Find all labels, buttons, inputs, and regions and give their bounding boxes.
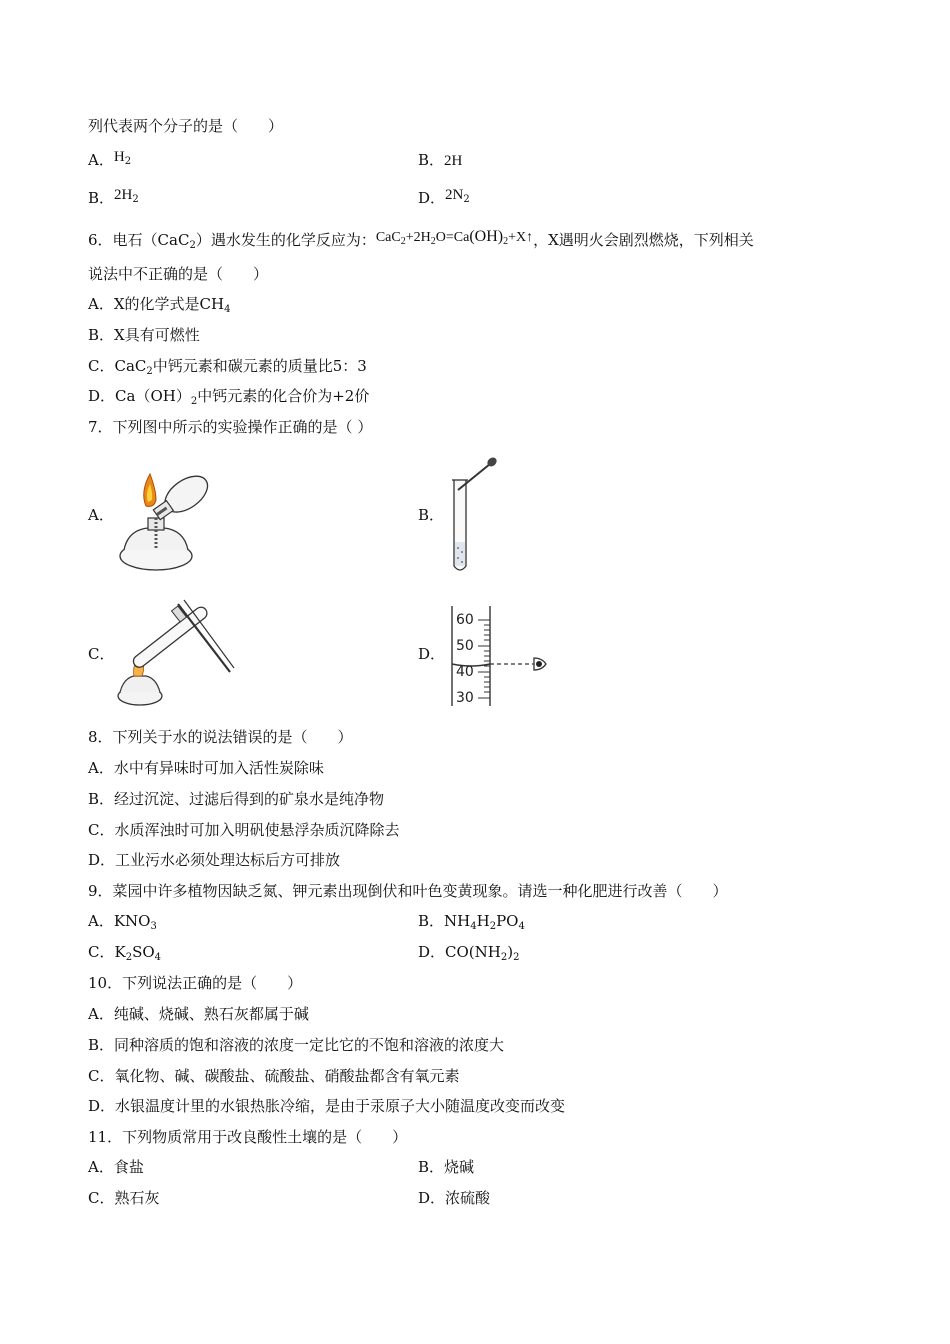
cylinder-tick-30: 30: [456, 690, 474, 706]
q10-option-a: A．纯碱、烧碱、熟石灰都属于碱: [88, 1005, 309, 1023]
q9-option-d: D．$CO(NH_2)_2$: [418, 943, 520, 963]
q7-label-b: B．: [418, 506, 445, 524]
q9-option-c: C．$K_2SO_4$: [88, 943, 162, 963]
q10-option-b: B．同种溶质的饱和溶液的浓度一定比它的不饱和溶液的浓度大: [88, 1036, 505, 1054]
q5-option-b2: B．$2H_2$: [88, 187, 139, 207]
q6-stem: 6．电石（CaC$_2$）遇水发生的化学反应为：$CaC_2+2H_2O=Ca(OH)_2+X↑$，X遇明火会剧烈燃烧，下列相关: [88, 228, 754, 251]
q8-option-d: D．工业污水必须处理达标后方可排放: [88, 851, 341, 869]
q7-stem: 7．下列图中所示的实验操作正确的是（ ）: [88, 418, 373, 436]
q6-option-a: A．X的化学式是$CH_4$: [88, 295, 231, 315]
q11-option-b: B．烧碱: [418, 1158, 475, 1176]
q9-option-b: B．$NH_4H_2PO_4$: [418, 912, 525, 932]
q8-option-a: A．水中有异味时可加入活性炭除味: [88, 759, 324, 777]
q8-option-b: B．经过沉淀、过滤后得到的矿泉水是纯净物: [88, 790, 385, 808]
cylinder-tick-40: 40: [456, 664, 474, 680]
q7-figure-b-dropper-test-tube: [444, 456, 504, 576]
q7-figure-c-heating-test-tube: [112, 598, 242, 710]
q10-option-c: C．氧化物、碱、碳酸盐、硫酸盐、硝酸盐都含有氧元素: [88, 1067, 460, 1085]
q7-figure-d-graduated-cylinder: [448, 604, 558, 708]
q6-option-b: B．X具有可燃性: [88, 326, 200, 344]
q7-label-c: C．: [88, 645, 115, 663]
cylinder-tick-60: 60: [456, 612, 474, 628]
q11-option-c: C．熟石灰: [88, 1189, 160, 1207]
q7-figure-a-lamp-lighting-lamp: [112, 462, 222, 574]
q11-option-a: A．食盐: [88, 1158, 144, 1176]
q10-stem: 10．下列说法正确的是（ ）: [88, 974, 303, 992]
q8-option-c: C．水质浑浊时可加入明矾使悬浮杂质沉降除去: [88, 821, 400, 839]
cylinder-tick-50: 50: [456, 638, 474, 654]
q6-option-d: D．$Ca(OH)_2$中钙元素的化合价为+2价: [88, 387, 370, 407]
q5-stem: 列代表两个分子的是（ ）: [88, 117, 284, 135]
q11-option-d: D．浓硫酸: [418, 1189, 491, 1207]
q5-option-b1: B．2H: [418, 151, 463, 169]
q9-option-a: A．$KNO_3$: [88, 912, 157, 932]
q6-equation: $CaC_2+2H_2O=Ca(OH)_2+X↑$: [375, 228, 534, 247]
q10-option-d: D．水银温度计里的水银热胀冷缩，是由于汞原子大小随温度改变而改变: [88, 1097, 566, 1115]
q6-stem-line2: 说法中不正确的是（ ）: [88, 265, 269, 283]
q7-label-d: D．: [418, 645, 446, 663]
q11-stem: 11．下列物质常用于改良酸性土壤的是（ ）: [88, 1128, 408, 1146]
q5-option-a: A．$H_2$: [88, 149, 132, 169]
q9-stem: 9．菜园中许多植物因缺乏氮、钾元素出现倒伏和叶色变黄现象。请选一种化肥进行改善（ ）: [88, 882, 728, 900]
q6-option-c: C．CaC$_2$中钙元素和碳元素的质量比5：3: [88, 357, 367, 377]
q5-option-d: D．$2N_2$: [418, 187, 470, 207]
q7-label-a: A．: [88, 506, 114, 524]
q8-stem: 8．下列关于水的说法错误的是（ ）: [88, 728, 353, 746]
